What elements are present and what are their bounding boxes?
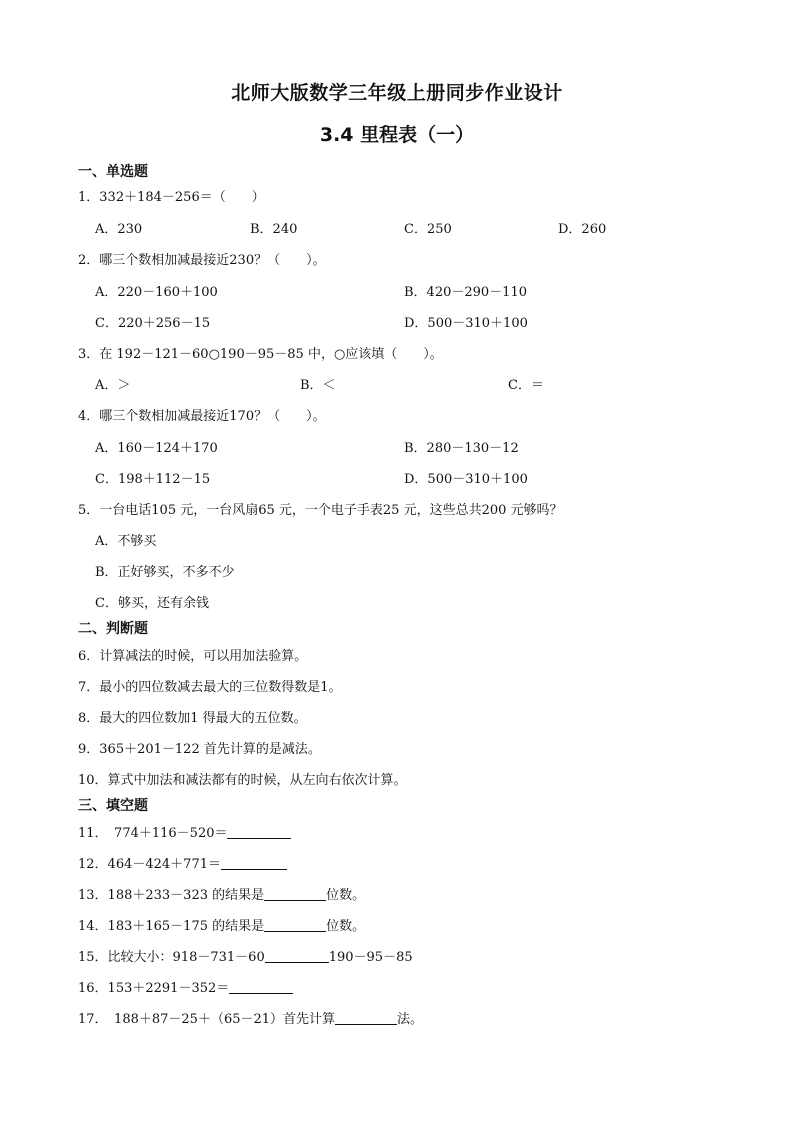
question-4-option-a: A．160－124＋170 (95, 441, 218, 456)
question-13-blank[interactable] (264, 886, 326, 901)
question-3-option-c: C．＝ (508, 378, 544, 393)
question-3-option-b: B．＜ (300, 378, 336, 393)
question-15 (78, 946, 413, 965)
question-13-suffix: 位数。 (326, 888, 366, 903)
question-9: 9．365＋201－122 首先计算的是减法。 (78, 742, 321, 757)
question-13-text: 13．188＋233－323 的结果是 (78, 888, 265, 903)
question-5: 5．一台电话105 元，一台风扇65 元，一个电子手表25 元，这些总共200 元够吗？ (78, 503, 563, 518)
question-8: 8．最大的四位数加1 得最大的五位数。 (78, 711, 307, 726)
question-1-option-c: C．250 (404, 222, 452, 237)
question-4-option-d: D．500－310＋100 (404, 472, 528, 487)
question-17 (78, 1008, 423, 1027)
section-heading-single-choice: 一、单选题 (78, 164, 148, 180)
question-4: 4．哪三个数相加减最接近170？（ ）。 (78, 409, 326, 424)
question-17-text: 17． 188＋87－25＋（65－21）首先计算 (78, 1012, 336, 1027)
question-11-blank[interactable] (227, 824, 291, 839)
question-2-option-b: B．420－290－110 (404, 285, 527, 300)
question-17-blank[interactable] (335, 1010, 397, 1025)
question-14-suffix: 位数。 (326, 919, 366, 934)
question-12-blank[interactable] (221, 855, 287, 870)
question-5-option-b: B．正好够买，不多不少 (95, 565, 235, 580)
question-2-option-d: D．500－310＋100 (404, 316, 528, 331)
question-3-option-a: A．＞ (95, 378, 131, 393)
question-6: 6．计算减法的时候，可以用加法验算。 (78, 649, 308, 664)
question-14-blank[interactable] (264, 917, 326, 932)
page-subtitle: 3.4 里程表（一） (319, 124, 475, 146)
question-1-option-b: B．240 (250, 222, 298, 237)
question-12-text: 12．464－424＋771＝ (78, 857, 221, 872)
question-11-text: 11． 774＋116－520＝ (78, 826, 228, 841)
question-1-option-d: D．260 (558, 222, 607, 237)
question-4-option-c: C．198＋112－15 (95, 472, 211, 487)
question-15-blank[interactable] (265, 948, 329, 963)
question-10: 10．算式中加法和减法都有的时候，从左向右依次计算。 (78, 773, 407, 788)
question-5-option-a: A．不够买 (95, 534, 157, 549)
question-2: 2．哪三个数相加减最接近230？（ ）。 (78, 253, 326, 268)
question-14-text: 14．183＋165－175 的结果是 (78, 919, 265, 934)
question-1: 1．332＋184－256＝（ ） (78, 190, 265, 205)
question-4-option-b: B．280－130－12 (404, 441, 519, 456)
question-16-blank[interactable] (229, 979, 293, 994)
question-2-option-a: A．220－160＋100 (95, 285, 218, 300)
question-2-option-c: C．220＋256－15 (95, 316, 211, 331)
page-title: 北师大版数学三年级上册同步作业设计 (231, 82, 563, 104)
section-heading-true-false: 二、判断题 (78, 621, 148, 637)
question-12 (78, 853, 287, 872)
question-14 (78, 915, 365, 934)
question-7: 7．最小的四位数减去最大的三位数得数是1。 (78, 680, 342, 695)
question-15-text: 15．比较大小：918－731－60 (78, 950, 265, 965)
section-heading-fill-in: 三、填空题 (78, 798, 148, 814)
question-15-suffix: 190－95－85 (328, 950, 413, 965)
question-16 (78, 977, 293, 996)
question-13 (78, 884, 365, 903)
question-1-option-a: A．230 (95, 222, 143, 237)
question-11 (78, 822, 291, 841)
question-17-suffix: 法。 (397, 1012, 424, 1027)
question-3: 3．在 192－121－60○190－95－85 中，○应该填（ ）。 (78, 347, 443, 362)
question-16-text: 16．153＋2291－352＝ (78, 981, 230, 996)
question-5-option-c: C．够买，还有余钱 (95, 596, 209, 611)
